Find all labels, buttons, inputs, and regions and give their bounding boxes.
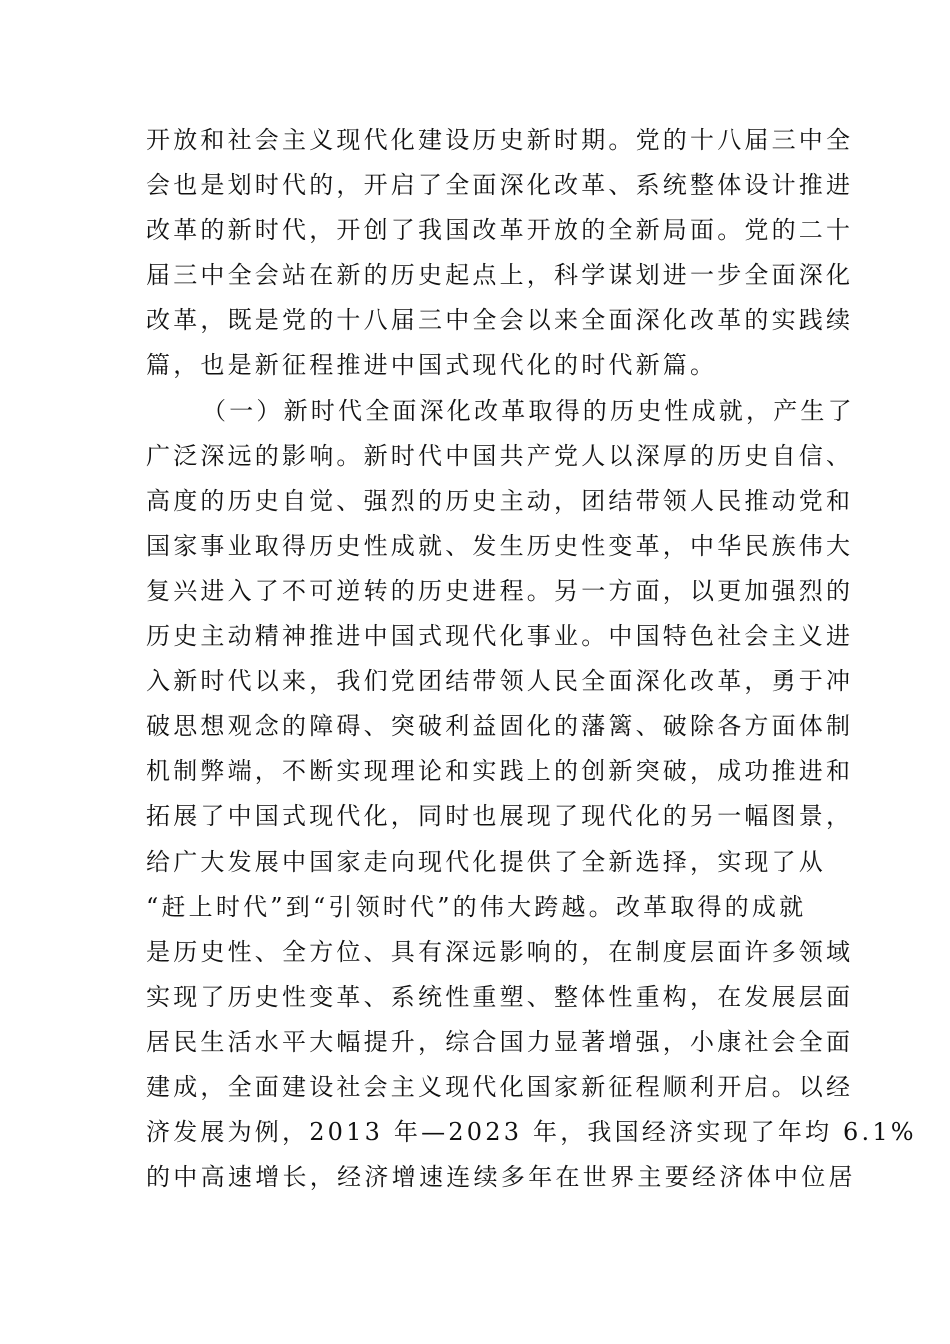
- text-line: 会也是划时代的，开启了全面深化改革、系统整体设计推进: [146, 171, 854, 200]
- text-line: 入新时代以来，我们党团结带领人民全面深化改革，勇于冲: [146, 667, 854, 696]
- text-line: 济发展为例，2013 年—2023 年，我国经济实现了年均 6.1%: [146, 1118, 917, 1147]
- text-line: 历史主动精神推进中国式现代化事业。中国特色社会主义进: [146, 622, 854, 651]
- text-line: 开放和社会主义现代化建设历史新时期。党的十八届三中全: [146, 126, 854, 154]
- text-line: 国家事业取得历史性成就、发生历史性变革，中华民族伟大: [146, 531, 854, 560]
- text-line: 建成，全面建设社会主义现代化国家新征程顺利开启。以经: [146, 1072, 854, 1101]
- text-line: 广泛深远的影响。新时代中国共产党人以深厚的历史自信、: [146, 441, 854, 470]
- text-line: 实现了历史性变革、系统性重塑、整体性重构，在发展层面: [146, 982, 854, 1011]
- text-line: 届三中全会站在新的历史起点上，科学谋划进一步全面深化: [146, 261, 854, 290]
- text-line: 复兴进入了不可逆转的历史进程。另一方面，以更加强烈的: [146, 576, 854, 605]
- text-line: 机制弊端，不断实现理论和实践上的创新突破，成功推进和: [146, 757, 854, 786]
- text-line: 破思想观念的障碍、突破利益固化的藩篱、破除各方面体制: [146, 712, 854, 741]
- text-line: 篇，也是新征程推进中国式现代化的时代新篇。: [146, 351, 718, 380]
- text-line: 是历史性、全方位、具有深远影响的，在制度层面许多领域: [146, 937, 854, 966]
- section-heading-line: （一）新时代全面深化改革取得的历史性成就，产生了: [202, 396, 855, 425]
- text-line: 改革，既是党的十八届三中全会以来全面深化改革的实践续: [146, 306, 854, 335]
- text-line: 拓展了中国式现代化，同时也展现了现代化的另一幅图景，: [146, 802, 854, 831]
- text-line: 高度的历史自觉、强烈的历史主动，团结带领人民推动党和: [146, 486, 854, 515]
- text-line: 居民生活水平大幅提升，综合国力显著增强，小康社会全面: [146, 1027, 854, 1056]
- body-text: [146, 118, 917, 1200]
- text-line: 的中高速增长，经济增速连续多年在世界主要经济体中位居: [146, 1163, 856, 1192]
- text-line: “赶上时代”到“引领时代”的伟大跨越。改革取得的成就: [146, 892, 807, 921]
- text-line: 给广大发展中国家走向现代化提供了全新选择，实现了从: [146, 847, 826, 876]
- text-line: 改革的新时代，开创了我国改革开放的全新局面。党的二十: [146, 216, 854, 245]
